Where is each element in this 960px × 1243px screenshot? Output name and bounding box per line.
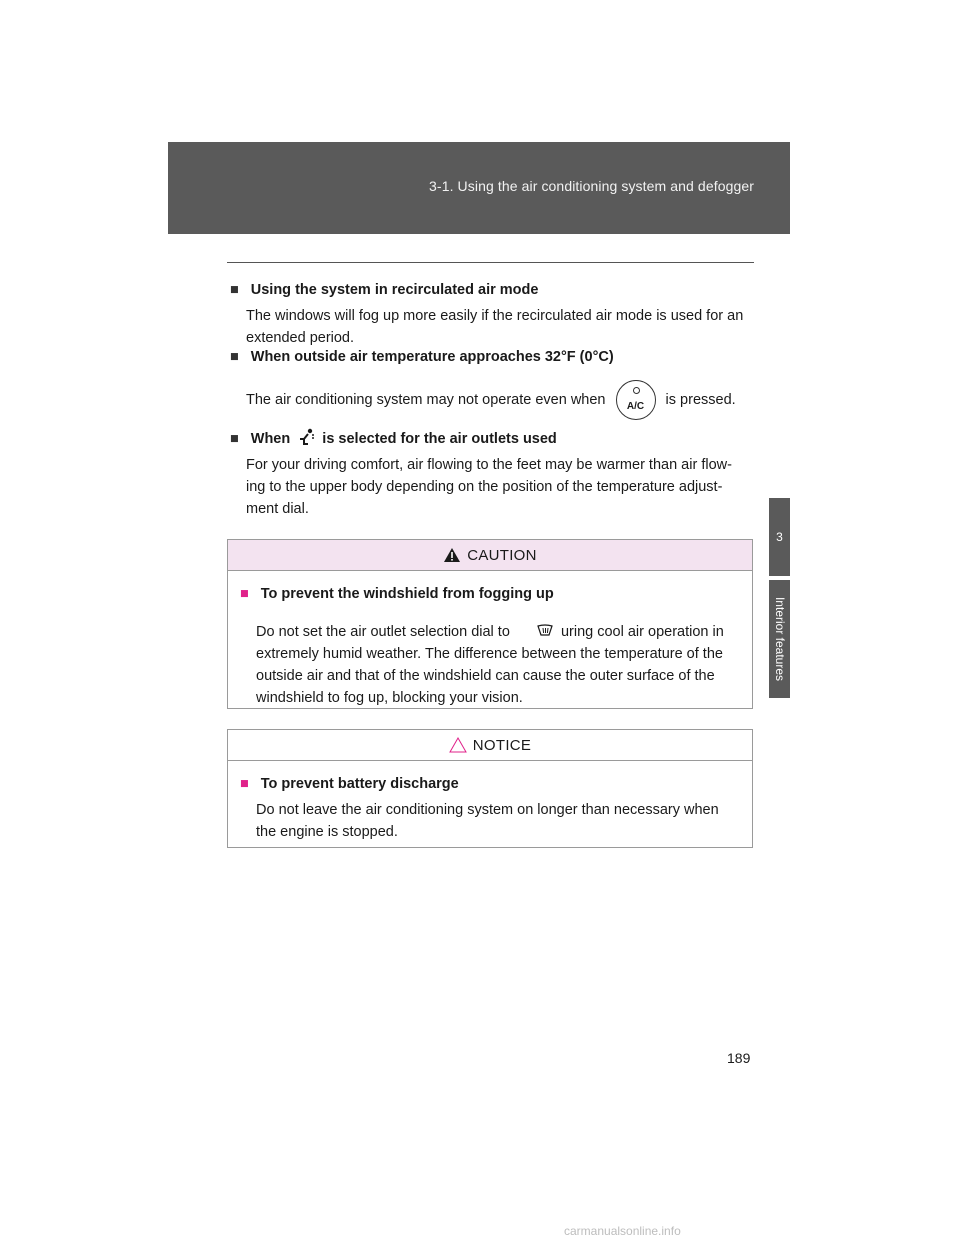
bullet-square-icon: ■: [230, 349, 239, 365]
info-body-text: is pressed.: [665, 391, 736, 408]
info-heading: [230, 428, 754, 450]
info-body: For your driving comfort, air flowing to the feet may be warmer than air flow- ing to the upper body depending on the position of the temperature adjust- ment dial.: [246, 457, 732, 517]
info-item-recirculated: [230, 279, 754, 349]
caution-title: CAUTION: [467, 546, 537, 564]
caution-box: [227, 539, 753, 709]
bullet-square-icon: ■: [230, 282, 239, 298]
section-header-band: [168, 142, 790, 234]
notice-body: [228, 761, 752, 855]
caution-header: [228, 540, 752, 571]
bullet-square-icon: ■: [230, 431, 239, 447]
info-heading-text: is selected for the air outlets used: [322, 431, 557, 447]
feet-face-vent-icon: [296, 428, 316, 446]
bullet-square-icon: ■: [240, 586, 249, 602]
windshield-defroster-icon: [522, 623, 556, 637]
ac-button-label: A/C: [626, 401, 645, 412]
caution-text: [240, 621, 740, 709]
info-item-air-outlets: [230, 428, 754, 520]
info-heading: [230, 279, 754, 301]
info-heading-text: When outside air temperature approaches 32°F (0°C): [250, 349, 614, 365]
caution-heading: [240, 583, 740, 605]
notice-triangle-icon: [449, 737, 467, 753]
notice-box: [227, 729, 753, 848]
notice-heading: [240, 773, 740, 795]
caution-text-part: uring cool air operation in extremely humid weather. The difference between the temperature of the outside air and that of the windshield can cause the outer surface of the windshield to fog up, blocking your vision.: [256, 624, 724, 706]
caution-body: [228, 571, 752, 721]
caution-heading-text: To prevent the windshield from fogging up: [260, 586, 554, 602]
chapter-tab-label-text: Interior features: [772, 596, 787, 682]
info-body: [230, 380, 754, 420]
chapter-tab-number: 3: [769, 498, 790, 576]
indicator-dot: [633, 387, 640, 394]
info-item-outside-temp: [230, 346, 754, 420]
info-body-text: The air conditioning system may not operate even when: [246, 391, 606, 408]
bullet-square-icon: ■: [240, 776, 249, 792]
page-number: 189: [727, 1050, 751, 1066]
warning-triangle-icon: [443, 547, 461, 563]
info-heading: [230, 346, 754, 368]
notice-title: NOTICE: [472, 736, 532, 754]
chapter-tab-label: [769, 580, 790, 698]
info-body: The windows will fog up more easily if the recirculated air mode is used for an extended period.: [246, 308, 744, 346]
notice-text: Do not leave the air conditioning system on longer than necessary when the engine is stopped.: [256, 802, 719, 840]
watermark: carmanualsonline.info: [564, 1224, 681, 1238]
info-heading-text: When: [250, 431, 291, 447]
ac-button-icon: [616, 380, 656, 420]
info-heading-text: Using the system in recirculated air mode: [250, 282, 539, 298]
notice-heading-text: To prevent battery discharge: [260, 776, 459, 792]
top-divider: [227, 262, 754, 263]
section-title: 3-1. Using the air conditioning system and defogger: [429, 178, 754, 194]
caution-text-part: Do not set the air outlet selection dial to: [256, 624, 510, 640]
notice-header: [228, 730, 752, 761]
